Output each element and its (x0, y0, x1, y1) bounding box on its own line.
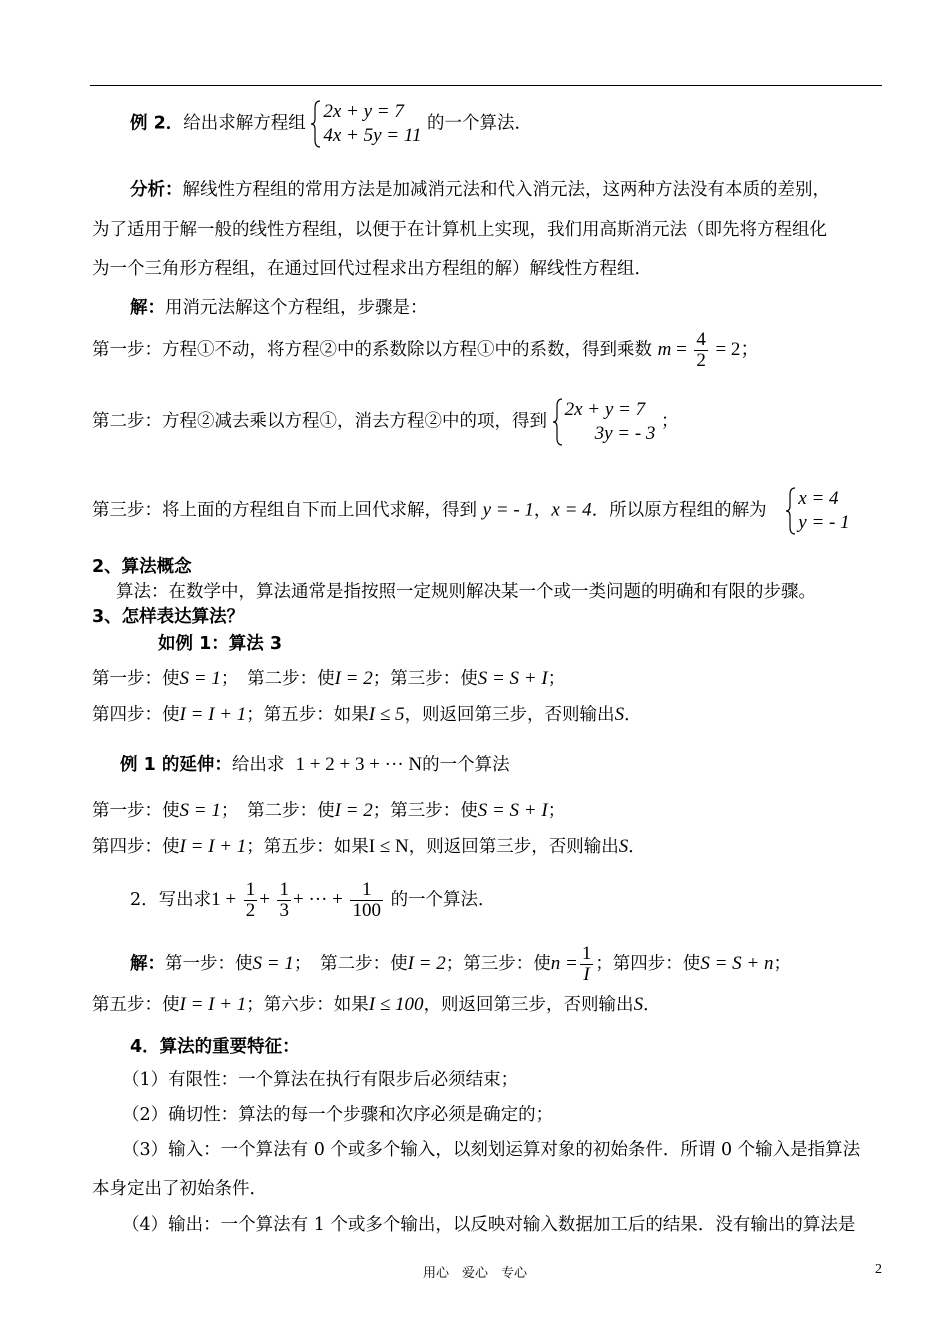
fraction: $\frac{4}{2}$ (696, 329, 706, 371)
example-1-extension: 例 1 的延伸：给出求 1 + 2 + 3 + ··· N的一个算法 (120, 754, 510, 775)
fraction: $\frac{1}{3}$ (279, 879, 289, 921)
analysis-line-2: 为了适用于解一般的线性方程组，以便于在计算机上实现，我们用高斯消元法（即先将方程组化 (92, 220, 827, 240)
section-2-text: 算法：在数学中，算法通常是指按照一定规则解决某一个或一类问题的明确和有限的步骤。 (116, 582, 816, 602)
brace-icon (786, 487, 796, 535)
brace-icon (553, 398, 563, 446)
section-3-example: 如例 1：算法 3 (158, 634, 283, 654)
sum-sol-row-2: 第五步：使I = I + 1；第六步：如果I ≤ 100，则返回第三步，否则输出S． (92, 994, 661, 1015)
section-2-title: 2、算法概念 (92, 557, 192, 577)
brace-icon (311, 100, 321, 148)
fraction: $\frac{1}{2}$ (245, 879, 256, 921)
ext-alg-row-1: 第一步：使S = 1； 第二步：使I = 2；第三步：使S = S + I； (92, 800, 566, 821)
solution-intro: 解：用消元法解这个方程组，步骤是： (130, 298, 428, 318)
alg3-row-2: 第四步：使I = I + 1；第五步：如果I ≤ 5，则返回第三步，否则输出S． (92, 704, 642, 725)
feature-4: （4）输出：一个算法有 1 个或多个输出，以反映对输入数据加工后的结果．没有输出的算法是 (122, 1215, 856, 1235)
section-3-title: 3、怎样表达算法？ (92, 607, 245, 627)
step-2: 第二步：方程②减去乘以方程①，消去方程②中的项，得到 2x + y = 7 3y = - 3 ； (92, 399, 679, 444)
sum-sol-row-1: 解：第一步：使S = 1； 第二步：使I = 2；第三步：使n = $\frac{1}{I}$ ；第四步：使S = S + n； (130, 943, 791, 985)
feature-1: （1）有限性：一个算法在执行有限步后必须结束； (122, 1070, 519, 1090)
analysis-line-3: 为一个三角形方程组，在通过回代过程求出方程组的解）解线性方程组． (92, 259, 652, 279)
fraction: $\frac{1}{I}$ (581, 943, 592, 985)
page-footer: 用心 爱心 专心 (422, 1266, 527, 1281)
ext-alg-row-2: 第四步：使I = I + 1；第五步：如果I ≤ N，则返回第三步，否则输出S． (92, 836, 646, 857)
feature-2: （2）确切性：算法的每一个步骤和次序必须是确定的； (122, 1105, 554, 1125)
equation-system-1: 2x + y = 7 4x + 5y = 11 (311, 100, 421, 148)
fraction: $\frac{1}{100}$ (352, 879, 381, 921)
solution-system: x = 4 y = - 1 (786, 487, 849, 535)
step-1: 第一步：方程①不动，将方程②中的系数除以方程①中的系数，得到乘数 m = $\frac{4}{2}$ = 2； (92, 329, 760, 371)
analysis-line-1: 分析：解线性方程组的常用方法是加减消元法和代入消元法，这两种方法没有本质的差别， (130, 180, 830, 200)
equation-system-2: 2x + y = 7 3y = - 3 (553, 398, 656, 446)
example-2: 例 2．给出求解方程组 2x + y = 7 4x + 5y = 11 的一个算法． (130, 101, 533, 146)
header-rule (90, 85, 882, 86)
feature-3a: （3）输入：一个算法有 0 个或多个输入，以刻划运算对象的初始条件．所谓 0 个输入是指算法 (122, 1140, 861, 1160)
step-3: 第三步：将上面的方程组自下而上回代求解，得到 y = - 1，x = 4．所以原方程组的解为 x = 4 y = - 1 (92, 488, 850, 533)
alg3-row-1: 第一步：使S = 1； 第二步：使I = 2；第三步：使S = S + I； (92, 668, 566, 689)
section-4-title: 4．算法的重要特征： (130, 1037, 300, 1057)
example-sum: 2．写出求1 + $\frac{1}{2}$ + $\frac{1}{3}$ + ··· + $\frac{1}{100}$ 的一个算法． (130, 879, 496, 921)
feature-3b: 本身定出了初始条件． (92, 1179, 267, 1199)
page-number: 2 (875, 1262, 882, 1277)
